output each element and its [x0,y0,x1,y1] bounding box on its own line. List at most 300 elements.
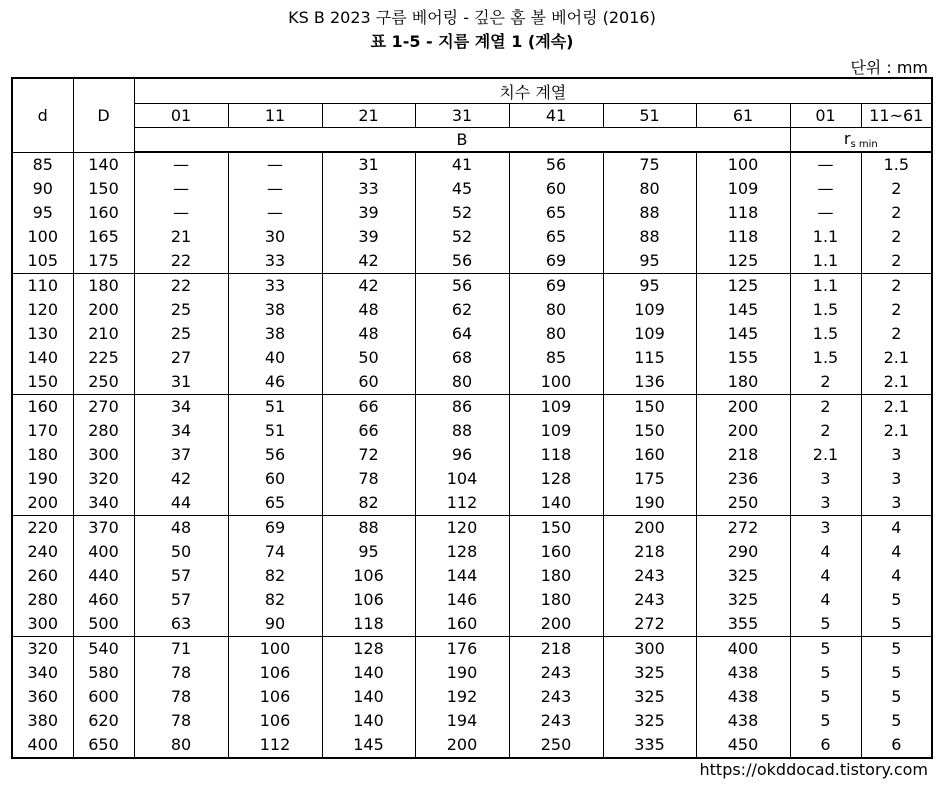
table-cell: — [134,177,228,201]
table-cell: 95 [603,249,696,274]
table-cell: 1.5 [790,298,861,322]
table-cell: 2 [790,370,861,395]
table-cell: 69 [509,249,603,274]
table-cell: 340 [73,491,134,516]
table-cell: 109 [696,177,790,201]
table-cell: 272 [696,516,790,541]
table-cell: 5 [861,612,932,637]
table-cell: 218 [509,637,603,662]
table-cell: 56 [415,274,509,299]
table-cell: 5 [861,588,932,612]
table-cell: 160 [603,443,696,467]
table-cell: 175 [603,467,696,491]
table-cell: 5 [790,685,861,709]
table-caption: 표 1-5 - 지름 계열 1 (계속) [370,32,574,51]
table-row [12,298,932,322]
table-cell: 48 [134,516,228,541]
table-cell: 109 [603,298,696,322]
table-cell: 42 [134,467,228,491]
table-cell: 38 [228,298,322,322]
table-cell: 85 [509,346,603,370]
table-cell: 80 [603,177,696,201]
table-cell: 104 [415,467,509,491]
table-cell: 120 [12,298,73,322]
table-cell: 88 [603,201,696,225]
table-row [12,612,932,637]
series-header: 01 [134,104,228,128]
table-cell: 200 [603,516,696,541]
table-cell: 140 [12,346,73,370]
table-cell: 96 [415,443,509,467]
table-cell: 280 [12,588,73,612]
table-cell: 240 [12,540,73,564]
table-cell: 175 [73,249,134,274]
table-cell: 69 [509,274,603,299]
table-cell: 5 [861,661,932,685]
table-cell: 150 [509,516,603,541]
table-cell: 500 [73,612,134,637]
table-cell: 4 [861,564,932,588]
table-cell: 2 [790,419,861,443]
series-header: 11~61 [861,104,932,128]
table-cell: 130 [12,322,73,346]
table-cell: 95 [322,540,415,564]
table-cell: 160 [73,201,134,225]
source-url: https://okddocad.tistory.com [699,760,928,779]
series-header: 01 [790,104,861,128]
table-cell: 39 [322,225,415,249]
table-cell: 112 [415,491,509,516]
table-cell: 600 [73,685,134,709]
column-header-rs-min [790,128,932,153]
table-cell: 85 [12,152,73,177]
series-header: 41 [509,104,603,128]
table-cell: 250 [696,491,790,516]
table-cell: 2 [861,322,932,346]
table-cell: 340 [12,661,73,685]
table-cell: 75 [603,152,696,177]
table-cell: 155 [696,346,790,370]
table-cell: 5 [790,637,861,662]
table-cell: 40 [228,346,322,370]
table-cell: 160 [12,395,73,420]
table-cell: 2.1 [861,419,932,443]
table-cell: 51 [228,419,322,443]
table-row [12,152,932,177]
table-cell: 220 [12,516,73,541]
table-cell: 95 [603,274,696,299]
table-cell: 34 [134,419,228,443]
table-row [12,346,932,370]
table-cell: 243 [509,685,603,709]
table-cell: 118 [696,225,790,249]
table-cell: 128 [509,467,603,491]
table-cell: 25 [134,298,228,322]
table-cell: 110 [12,274,73,299]
table-cell: 41 [415,152,509,177]
table-cell: 400 [12,733,73,758]
table-cell: 78 [134,661,228,685]
table-cell: — [790,201,861,225]
table-cell: 160 [415,612,509,637]
table-cell: 2 [861,274,932,299]
table-cell: 210 [73,322,134,346]
table-cell: 3 [861,467,932,491]
table-row [12,516,932,541]
table-cell: 86 [415,395,509,420]
table-cell: 3 [790,516,861,541]
rs-symbol: r [843,129,851,148]
table-cell: 78 [322,467,415,491]
table-cell: — [134,152,228,177]
table-cell: 243 [603,588,696,612]
table-cell: 56 [228,443,322,467]
table-cell: 22 [134,249,228,274]
column-header-D: D [73,78,134,152]
table-row [12,709,932,733]
table-cell: 180 [509,588,603,612]
table-cell: 325 [603,661,696,685]
rs-subscript: s min [850,139,878,150]
table-cell: 194 [415,709,509,733]
series-header: 51 [603,104,696,128]
table-cell: 176 [415,637,509,662]
table-cell: 400 [73,540,134,564]
table-cell: 650 [73,733,134,758]
table-cell: 150 [73,177,134,201]
table-cell: 438 [696,709,790,733]
table-cell: 82 [228,588,322,612]
table-cell: 106 [322,564,415,588]
table-cell: 63 [134,612,228,637]
table-cell: 272 [603,612,696,637]
table-cell: 218 [603,540,696,564]
table-row [12,274,932,299]
table-row [12,177,932,201]
table-cell: 68 [415,346,509,370]
table-cell: 30 [228,225,322,249]
table-cell: 200 [509,612,603,637]
table-cell: 325 [603,709,696,733]
table-cell: 243 [603,564,696,588]
table-cell: 320 [73,467,134,491]
table-cell: 50 [322,346,415,370]
unit-label: 단위 : mm [850,58,928,77]
table-cell: 200 [696,419,790,443]
table-cell: 140 [322,709,415,733]
table-row [12,661,932,685]
table-cell: 145 [696,322,790,346]
table-cell: 290 [696,540,790,564]
table-cell: 140 [322,661,415,685]
table-cell: 3 [790,491,861,516]
table-cell: 66 [322,419,415,443]
table-row [12,564,932,588]
table-cell: 95 [12,201,73,225]
table-cell: — [790,177,861,201]
table-cell: 320 [12,637,73,662]
table-cell: 112 [228,733,322,758]
table-cell: 370 [73,516,134,541]
table-cell: 2 [861,249,932,274]
table-cell: 5 [861,709,932,733]
table-row [12,322,932,346]
table-cell: 56 [415,249,509,274]
dimension-series-header: 치수 계열 [134,78,932,104]
table-cell: 4 [861,516,932,541]
table-cell: 46 [228,370,322,395]
table-cell: 180 [696,370,790,395]
table-cell: 88 [603,225,696,249]
table-row [12,733,932,758]
table-cell: 4 [861,540,932,564]
table-cell: 200 [73,298,134,322]
table-cell: 118 [696,201,790,225]
table-cell: 5 [861,637,932,662]
table-cell: 145 [696,298,790,322]
table-cell: 180 [73,274,134,299]
table-row [12,201,932,225]
table-cell: 60 [228,467,322,491]
table-cell: 25 [134,322,228,346]
table-cell: 33 [228,274,322,299]
table-cell: 88 [415,419,509,443]
series-header: 21 [322,104,415,128]
table-row [12,395,932,420]
table-cell: 118 [322,612,415,637]
table-cell: 4 [790,588,861,612]
table-cell: 80 [509,322,603,346]
table-row [12,419,932,443]
table-cell: 190 [12,467,73,491]
table-cell: 52 [415,225,509,249]
table-cell: 80 [415,370,509,395]
table-cell: 140 [73,152,134,177]
table-cell: 48 [322,298,415,322]
table-cell: 120 [415,516,509,541]
table-cell: 260 [12,564,73,588]
table-cell: 69 [228,516,322,541]
table-row [12,249,932,274]
table-cell: 140 [509,491,603,516]
table-cell: 145 [322,733,415,758]
table-cell: 60 [509,177,603,201]
table-cell: 109 [603,322,696,346]
table-cell: 109 [509,395,603,420]
table-cell: 225 [73,346,134,370]
table-cell: 2 [861,225,932,249]
table-cell: 144 [415,564,509,588]
table-cell: 3 [790,467,861,491]
table-cell: 34 [134,395,228,420]
table-cell: 150 [603,419,696,443]
table-cell: 1.1 [790,274,861,299]
table-cell: 64 [415,322,509,346]
table-cell: 66 [322,395,415,420]
table-row [12,370,932,395]
table-cell: 39 [322,201,415,225]
table-cell: 355 [696,612,790,637]
column-header-d: d [12,78,73,152]
table-cell: 200 [12,491,73,516]
table-cell: 3 [861,491,932,516]
series-header: 31 [415,104,509,128]
table-cell: — [134,201,228,225]
table-cell: 31 [322,152,415,177]
table-cell: 1.1 [790,249,861,274]
table-row [12,225,932,249]
table-cell: 45 [415,177,509,201]
table-cell: 1.5 [790,322,861,346]
table-cell: 105 [12,249,73,274]
table-cell: 136 [603,370,696,395]
table-cell: 300 [603,637,696,662]
table-cell: 56 [509,152,603,177]
table-cell: 80 [509,298,603,322]
table-cell: 6 [790,733,861,758]
table-cell: — [228,177,322,201]
table-cell: 88 [322,516,415,541]
table-cell: 325 [696,564,790,588]
table-cell: 78 [134,685,228,709]
table-cell: 450 [696,733,790,758]
table-cell: 5 [861,685,932,709]
table-cell: 82 [322,491,415,516]
table-cell: 52 [415,201,509,225]
series-header: 61 [696,104,790,128]
table-cell: 38 [228,322,322,346]
table-cell: 438 [696,661,790,685]
table-cell: 50 [134,540,228,564]
table-cell: 100 [509,370,603,395]
table-cell: 71 [134,637,228,662]
table-row [12,467,932,491]
table-cell: 65 [509,201,603,225]
table-cell: 118 [509,443,603,467]
table-cell: 250 [73,370,134,395]
table-cell: 218 [696,443,790,467]
table-cell: 21 [134,225,228,249]
table-row [12,685,932,709]
table-cell: 2 [790,395,861,420]
table-cell: 80 [134,733,228,758]
table-cell: 106 [322,588,415,612]
table-cell: 250 [509,733,603,758]
table-cell: 100 [12,225,73,249]
table-cell: 580 [73,661,134,685]
table-cell: 42 [322,274,415,299]
table-cell: 82 [228,564,322,588]
table-cell: — [790,152,861,177]
table-cell: 33 [322,177,415,201]
table-cell: 62 [415,298,509,322]
table-cell: 60 [322,370,415,395]
table-cell: 5 [790,612,861,637]
table-cell: 37 [134,443,228,467]
table-cell: 48 [322,322,415,346]
table-cell: 335 [603,733,696,758]
table-cell: 150 [603,395,696,420]
table-cell: 160 [509,540,603,564]
table-cell: 72 [322,443,415,467]
table-cell: — [228,201,322,225]
table-cell: 180 [509,564,603,588]
table-cell: 125 [696,274,790,299]
table-cell: 146 [415,588,509,612]
table-cell: 2 [861,177,932,201]
table-cell: 150 [12,370,73,395]
table-cell: 106 [228,709,322,733]
table-cell: 74 [228,540,322,564]
table-cell: — [228,152,322,177]
table-cell: 438 [696,685,790,709]
table-cell: 51 [228,395,322,420]
table-cell: 170 [12,419,73,443]
table-cell: 540 [73,637,134,662]
table-cell: 2.1 [861,346,932,370]
table-cell: 200 [415,733,509,758]
table-cell: 380 [12,709,73,733]
table-cell: 65 [228,491,322,516]
table-cell: 236 [696,467,790,491]
document-title: KS B 2023 구름 베어링 - 깊은 홈 볼 베어링 (2016) [288,8,656,27]
table-cell: 57 [134,588,228,612]
table-cell: 100 [228,637,322,662]
table-cell: 192 [415,685,509,709]
table-cell: 1.5 [790,346,861,370]
table-cell: 243 [509,709,603,733]
table-cell: 6 [861,733,932,758]
table-cell: 1.5 [861,152,932,177]
series-header: 11 [228,104,322,128]
table-cell: 22 [134,274,228,299]
table-cell: 33 [228,249,322,274]
table-cell: 4 [790,540,861,564]
table-cell: 140 [322,685,415,709]
table-cell: 125 [696,249,790,274]
table-cell: 243 [509,661,603,685]
table-row [12,588,932,612]
table-cell: 2.1 [790,443,861,467]
table-cell: 325 [603,685,696,709]
table-cell: 270 [73,395,134,420]
table-cell: 44 [134,491,228,516]
table-row [12,443,932,467]
table-cell: 325 [696,588,790,612]
table-cell: 5 [790,661,861,685]
table-cell: 2.1 [861,370,932,395]
table-cell: 100 [696,152,790,177]
table-cell: 57 [134,564,228,588]
table-cell: 190 [603,491,696,516]
table-cell: 190 [415,661,509,685]
table-cell: 42 [322,249,415,274]
table-cell: 300 [12,612,73,637]
table-cell: 90 [12,177,73,201]
table-cell: 5 [790,709,861,733]
table-cell: 90 [228,612,322,637]
table-cell: 440 [73,564,134,588]
table-cell: 106 [228,685,322,709]
table-cell: 400 [696,637,790,662]
table-cell: 300 [73,443,134,467]
table-cell: 360 [12,685,73,709]
table-cell: 106 [228,661,322,685]
table-cell: 2 [861,298,932,322]
table-cell: 1.1 [790,225,861,249]
column-header-B: B [134,128,790,153]
table-cell: 115 [603,346,696,370]
